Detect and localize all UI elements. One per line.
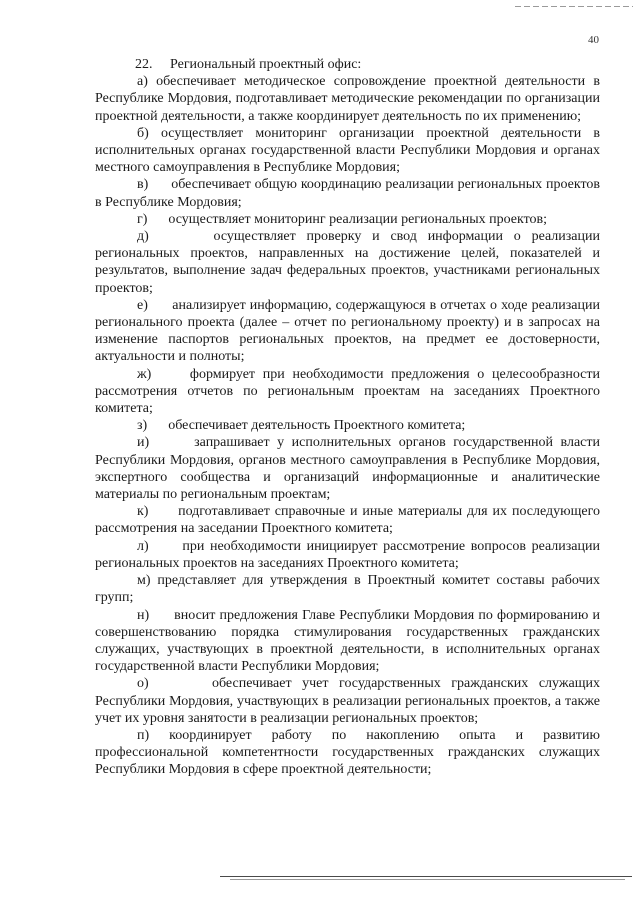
list-item-d: д) осуществляет проверку и свод информации о реализации региональных проектов, направленных на достижение целей, показателей и результатов, выполнение задач федеральных проектов, участниками региональных проектов;	[95, 229, 600, 296]
list-item-n: н) вносит предложения Главе Республики Мордовия по формированию и совершенствованию порядка стимулирования государственных гражданских служащих, участвующих в проектной деятельности, в исполнительных органах государственной власти Республики Мордовия;	[95, 607, 600, 675]
document-body	[95, 56, 600, 779]
scan-artifact-bottom-line	[220, 876, 632, 877]
page-number: 40	[588, 34, 599, 46]
list-item-a: а) обеспечивает методическое сопровождение проектной деятельности в Республике Мордовия, подготавливает методические рекомендации по организации проектной деятельности, а также координирует деятельность по их применению;	[95, 74, 600, 124]
list-item-o: о) обеспечивает учет государственных гражданских служащих Республики Мордовия, участвующих в реализации региональных проектов, а также учет их уровня занятости в реализации региональных проектов;	[95, 676, 600, 726]
list-item-g: г) осуществляет мониторинг реализации региональных проектов;	[137, 211, 548, 227]
list-item-p: п) координирует работу по накоплению опыта и развитию профессиональной компетентности государственных гражданских служащих Республики Мордовия в сфере проектной деятельности;	[95, 727, 600, 778]
list-item-b: б) осуществляет мониторинг организации проектной деятельности в исполнительных органах государственной власти Республики Мордовия и органах местного самоуправления в Республике Мордовия;	[95, 125, 600, 176]
list-item-l: л) при необходимости инициирует рассмотрение вопросов реализации региональных проектов на заседаниях Проектного комитета;	[95, 538, 600, 571]
list-item-v: в) обеспечивает общую координацию реализации региональных проектов в Республике Мордовия;	[95, 177, 600, 210]
list-item-i: и) запрашивает у исполнительных органов государственной власти Республики Мордовия, органов местного самоуправления в Республике Мордовия, экспертного сообщества и организаций информационные и аналитические материалы по региональным проектам;	[95, 435, 600, 503]
list-item-k: к) подготавливает справочные и иные материалы для их последующего рассмотрения на заседании Проектного комитета;	[95, 504, 600, 537]
list-item-z: з) обеспечивает деятельность Проектного комитета;	[137, 418, 466, 434]
list-item-zh: ж) формирует при необходимости предложения о целесообразности рассмотрения отчетов по региональным проектам на заседаниях Проектного комитета;	[95, 366, 600, 417]
list-item-m: м) представляет для утверждения в Проектный комитет составы рабочих групп;	[95, 573, 600, 606]
section-heading: 22. Региональный проектный офис:	[135, 57, 362, 72]
scan-artifact-top-line	[515, 6, 633, 7]
list-item-e: е) анализирует информацию, содержащуюся в отчетах о ходе реализации регионального проекта (далее – отчет по региональному проекту) и в запросах на изменение паспортов региональных проектов, на предмет ее достоверности, актуальности и полноты;	[95, 297, 600, 365]
scan-artifact-bottom-line-secondary	[230, 879, 625, 880]
